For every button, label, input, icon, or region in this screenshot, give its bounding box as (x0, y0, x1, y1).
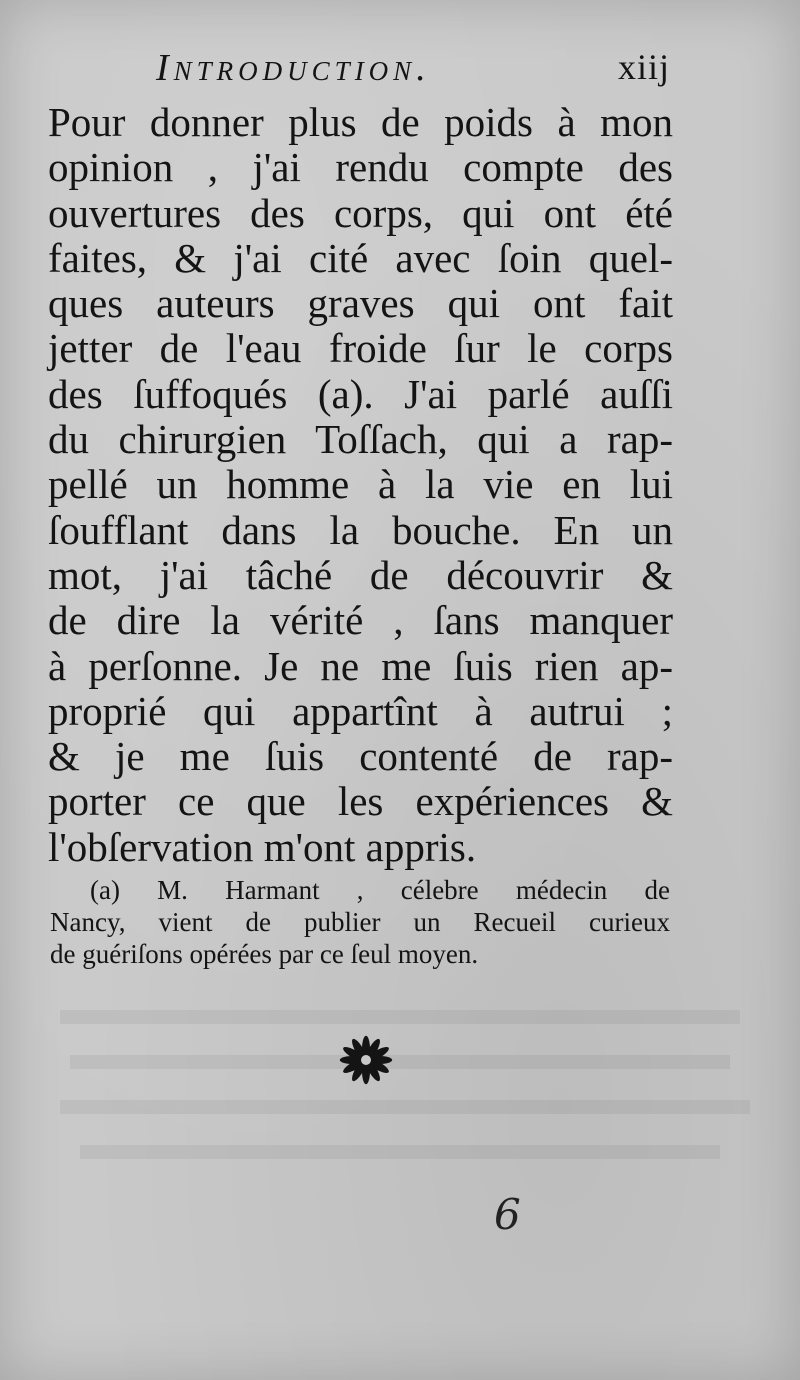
text-line: & je me ſuis contenté de rap- (48, 733, 673, 780)
body-text (48, 100, 673, 870)
text-line: ouvertures des corps, qui ont été (48, 189, 673, 236)
page-number: xiij (617, 47, 670, 87)
text-line: opinion , j'ai rendu compte des (48, 144, 673, 191)
running-header (150, 44, 670, 94)
fleuron-icon (320, 1020, 412, 1100)
footnote-line: Nancy, vient de publier un Recueil curieux (50, 907, 670, 937)
text-line: pellé un homme à la vie en lui (48, 461, 673, 508)
text-line: des ſuffoqués (a). J'ai parlé auſſi (48, 370, 673, 417)
text-line: ques auteurs graves qui ont fait (48, 280, 673, 327)
text-line: jetter de l'eau froide ſur le corps (48, 325, 673, 372)
running-title: Introduction. (156, 47, 431, 89)
text-line: porter ce que les expériences & (48, 778, 673, 825)
text-line: mot, j'ai tâché de découvrir & (48, 551, 673, 598)
footnote-line: de guériſons opérées par ce ſeul moyen. (50, 939, 479, 969)
text-line: à perſonne. Je ne me ſuis rien ap- (48, 642, 673, 689)
text-line: ſoufflant dans la bouche. En un (48, 506, 673, 553)
text-line: de dire la vérité , ſans manquer (48, 597, 673, 644)
text-line: Pour donner plus de poids à mon (48, 99, 673, 145)
text-line: faites, & j'ai cité avec ſoin quel- (48, 234, 673, 281)
text-line: proprié qui appartînt à autrui ; (48, 687, 673, 734)
handwritten-mark: 6 (494, 1190, 521, 1239)
fleuron-center (360, 1054, 372, 1066)
text-line: du chirurgien Toſſach, qui a rap- (48, 416, 673, 463)
footnote (50, 874, 670, 970)
text-line: l'obſervation m'ont appris. (48, 823, 477, 870)
footnote-line: (a) M. Harmant , célebre médecin de (90, 875, 670, 905)
